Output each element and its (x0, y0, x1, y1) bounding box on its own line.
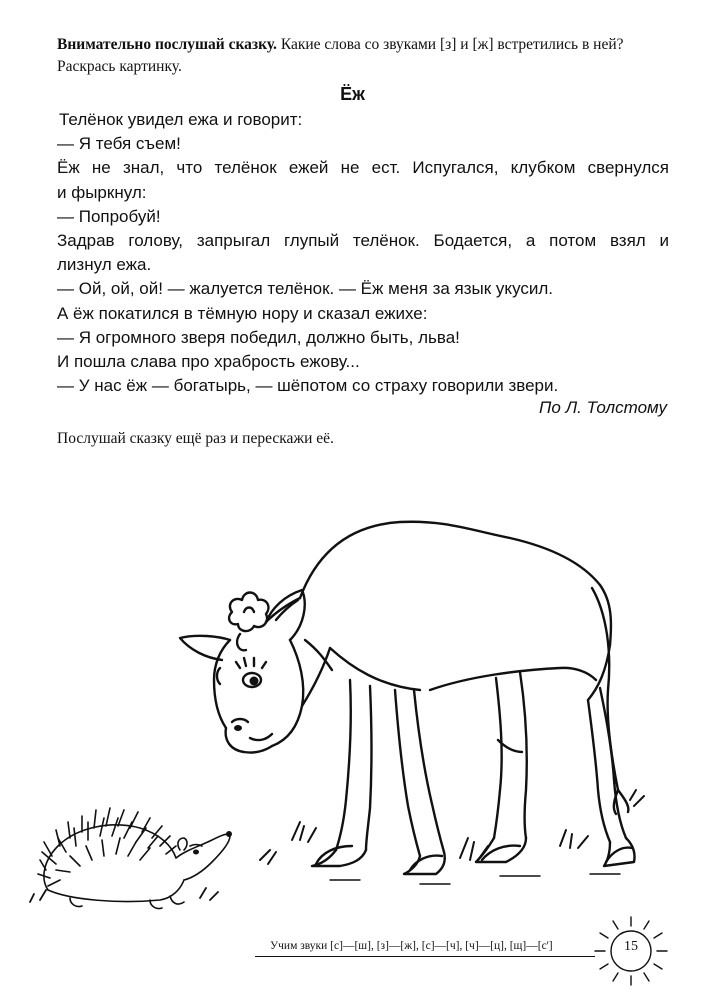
story-line: Ёж не знал, что телёнок ежей не ест. Испугался, клубком свернулся (57, 158, 669, 178)
retell-instruction: Послушай сказку ещё раз и перескажи её. (57, 430, 334, 447)
story-line: И пошла слава про храбрость ежову... (57, 352, 360, 372)
story-line: Телёнок увидел ежа и говорит: (59, 110, 303, 129)
story-line: — Попробуй! (57, 206, 161, 226)
story-line: — Ой, ой, ой! — жалуется телёнок. — Ёж меня за язык укусил. (57, 279, 554, 299)
story-author: По Л. Толстому (539, 398, 667, 417)
story-line: — Я огромного зверя победил, должно быть, льва! (57, 327, 460, 347)
footer-divider (255, 956, 595, 957)
story-line: Задрав голову, запрыгал глупый телёнок. Бодается, а потом взял и (57, 231, 669, 251)
story-line: А ёж покатился в тёмную нору и сказал ежихе: (57, 303, 428, 323)
story-line: — У нас ёж — богатырь, — шёпотом со страху говорили звери. (57, 376, 559, 396)
footer-text: Учим звуки [с]—[ш], [з]—[ж], [с]—[ч], [ч]—[ц], [щ]—[с'] (270, 940, 553, 952)
ground-lines (330, 874, 620, 884)
story-line: лизнул ежа. (57, 255, 152, 275)
task-bold: Внимательно послушай сказку. (57, 36, 277, 53)
task-text: Какие слова со звуками [з] и [ж] встретились в ней? Раскрась картинку. (57, 36, 624, 75)
story-line: и фыркнул: (57, 182, 147, 202)
story-title: Ёж (340, 84, 365, 104)
hedgehog-drawing (30, 808, 232, 909)
calf-drawing (180, 522, 644, 874)
page-number: 15 (624, 939, 638, 954)
story-line: — Я тебя съем! (57, 134, 181, 154)
